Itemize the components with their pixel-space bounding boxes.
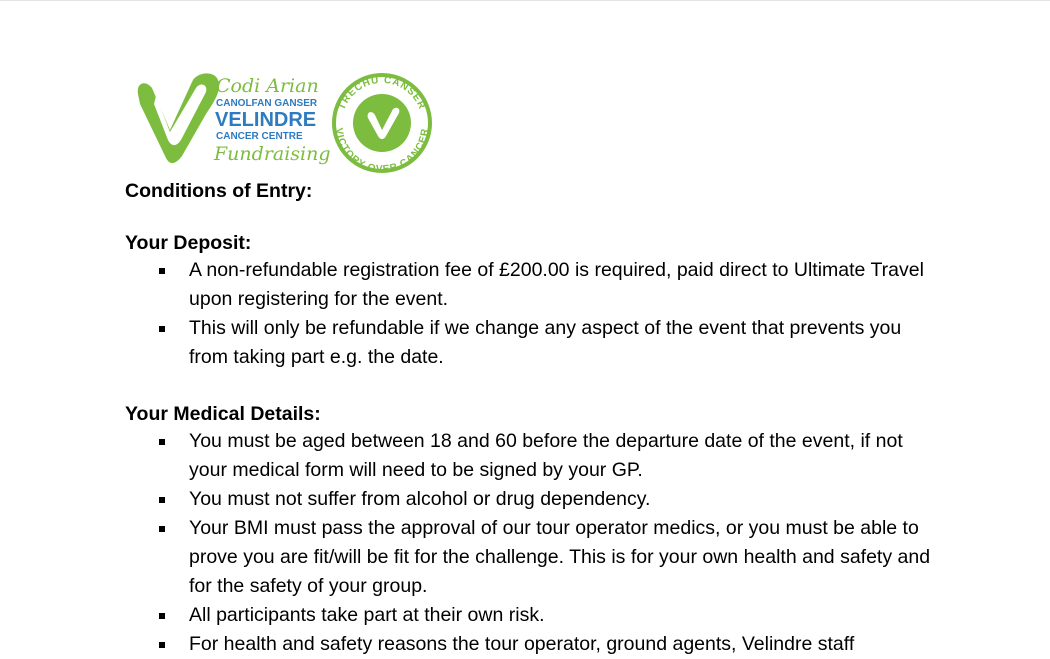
list-item: This will only be refundable if we change any aspect of the event that prevents you from taking part e.g. the date. [125,314,945,372]
bullet-square-icon [159,439,165,445]
list-item: You must be aged between 18 and 60 before the departure date of the event, if not your medical form will need to be signed by your GP. [125,427,945,485]
page-top-border [0,0,1050,1]
list-item: A non-refundable registration fee of £200.00 is required, paid direct to Ultimate Travel upon registering for the event. [125,256,945,314]
bullet-square-icon [159,326,165,332]
bullet-square-icon [159,268,165,274]
logo-fundraising: Fundraising [214,143,331,165]
velindre-fundraising-logo [130,68,440,173]
badge-bottom-text: VICTORY OVER CANCER [332,127,432,173]
logo-velindre: VELINDRE [215,109,317,131]
bullet-square-icon [159,642,165,648]
list-item: All participants take part at their own risk. [125,601,945,630]
deposit-list [125,256,945,372]
list-item: For health and safety reasons the tour operator, ground agents, Velindre staff [125,630,945,659]
logo-canolfan-ganser: CANOLFAN GANSER [216,98,318,109]
logo-codi-arian: Codi Arian [216,75,319,97]
medical-heading: Your Medical Details: [125,403,321,425]
medical-list [125,427,945,659]
bullet-square-icon [159,526,165,532]
page-title: Conditions of Entry: [125,180,313,202]
victory-over-cancer-badge [333,75,431,173]
deposit-heading: Your Deposit: [125,232,252,254]
logo-cancer-centre: CANCER CENTRE [216,131,303,142]
list-item: You must not suffer from alcohol or drug dependency. [125,485,945,514]
bullet-square-icon [159,497,165,503]
list-item: Your BMI must pass the approval of our tour operator medics, or you must be able to prove you are fit/will be fit for the challenge. This is for your own health and safety and for the safety of your group. [125,514,945,601]
badge-top-text: TRECHU CANSER [336,74,428,112]
bullet-square-icon [159,613,165,619]
